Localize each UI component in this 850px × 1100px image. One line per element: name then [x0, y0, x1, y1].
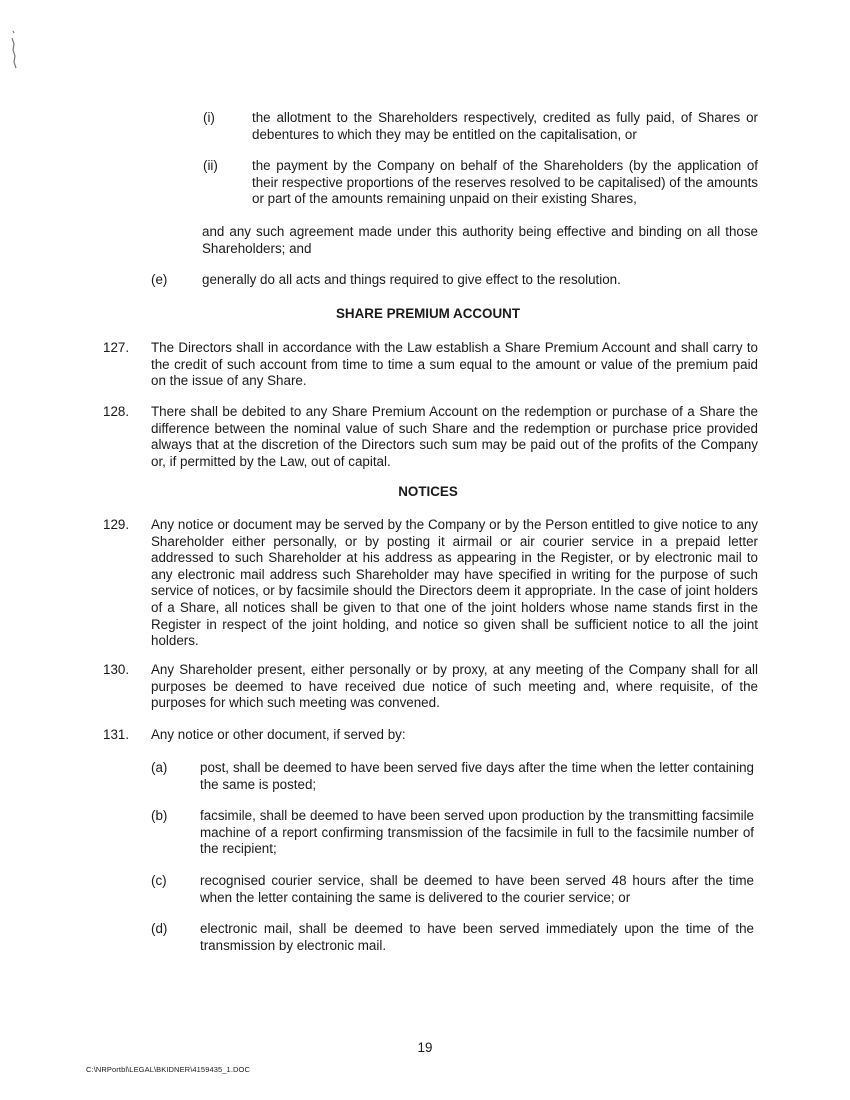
sub-131-c-label: (c): [151, 873, 167, 888]
clause-127-number: 127.: [103, 340, 130, 355]
clause-127-text: The Directors shall in accordance with the Law establish a Share Premium Account and shall carry to the credit of such account from time to time a sum equal to the amount or value of the premium paid on the issue of any Share.: [151, 340, 758, 389]
sub-131-d-text: electronic mail, shall be deemed to have been served immediately upon the time of the transmission by electronic mail.: [200, 921, 754, 953]
clause-129-number: 129.: [103, 517, 130, 532]
item-e-text: generally do all acts and things required to give effect to the resolution.: [202, 272, 621, 287]
item-i-text: the allotment to the Shareholders respectively, credited as fully paid, of Shares or debentures to which they may be entitled on the capitalisation, or: [252, 110, 758, 142]
clause-131-number: 131.: [103, 727, 130, 742]
sub-131-a-label: (a): [151, 760, 168, 775]
clause-130-number: 130.: [103, 662, 130, 677]
clause-130-text: Any Shareholder present, either personally or by proxy, at any meeting of the Company shall for all purposes be deemed to have received due notice of such meeting and, where requisite, of the purposes for which such meeting was convened.: [151, 662, 758, 711]
sub-131-c-text: recognised courier service, shall be deemed to have been served 48 hours after the time when the letter containing the same is delivered to the courier service; or: [200, 873, 754, 905]
heading-notices: NOTICES: [398, 484, 458, 499]
agreement-text: and any such agreement made under this authority being effective and binding on all those Shareholders; and: [202, 224, 758, 256]
item-e-label: (e): [151, 272, 168, 287]
page-number: 19: [417, 1040, 433, 1055]
scan-mark-icon: [8, 30, 20, 70]
item-ii-label: (ii): [203, 158, 218, 173]
item-i-label: (i): [203, 110, 215, 125]
clause-129-text: Any notice or document may be served by the Company or by the Person entitled to give notice to any Shareholder either personally, or by posting it airmail or air courier service in a prepaid letter addressed to such Shareholder at his address as appearing in the Register, or by electronic mail to any electronic mail address such Shareholder may have specified in writing for the purpose of such service of notices, or by facsimile should the Directors deem it appropriate. In the case of joint holders of a Share, all notices shall be given to that one of the joint holders whose name stands first in the Register in respect of the joint holding, and notice so given shall be sufficient notice to all the joint holders.: [151, 517, 758, 649]
sub-131-b-label: (b): [151, 808, 168, 823]
clause-128-text: There shall be debited to any Share Premium Account on the redemption or purchase of a Share the difference between the nominal value of such Share and the redemption or purchase price provided always that at the discretion of the Directors such sum may be paid out of the profits of the Company or, if permitted by the Law, out of capital.: [151, 404, 758, 469]
sub-131-a-text: post, shall be deemed to have been served five days after the time when the letter containing the same is posted;: [200, 760, 754, 792]
file-path: C:\NRPortbl\LEGAL\BKIDNER\4159435_1.DOC: [86, 1065, 250, 1074]
sub-131-d-label: (d): [151, 921, 168, 936]
clause-128-number: 128.: [103, 404, 130, 419]
clause-131-text: Any notice or other document, if served by:: [151, 727, 406, 742]
sub-131-b-text: facsimile, shall be deemed to have been served upon production by the transmitting facsimile machine of a report confirming transmission of the facsimile in full to the facsimile number of the recipient;: [200, 808, 754, 857]
heading-share-premium-account: SHARE PREMIUM ACCOUNT: [336, 306, 520, 321]
item-ii-text: the payment by the Company on behalf of the Shareholders (by the application of their respective proportions of the reserves resolved to be capitalised) of the amounts or part of the amounts remaining unpaid on their existing Shares,: [252, 158, 758, 207]
